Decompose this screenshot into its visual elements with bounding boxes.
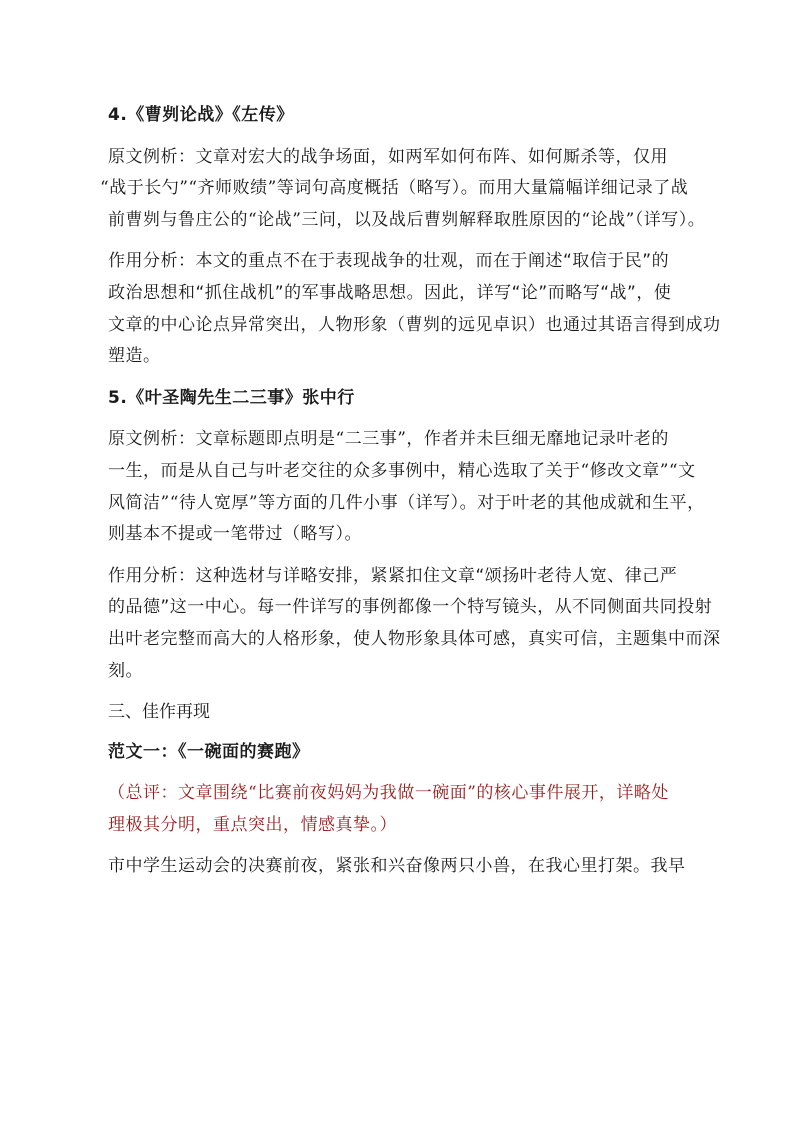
s5-p1-line-1: 原文例析：文章标题即点明是“二三事”，作者并未巨细无靡地记录叶老的 — [108, 429, 669, 450]
s4-p1-line-2: “战于长勺”“齐师败绩”等词句高度概括（略写）。而用大量篇幅详细记录了战 — [100, 178, 689, 199]
s4-p2-line-1: 作用分析：本文的重点不在于表现战争的壮观，而在于阐述“取信于民”的 — [108, 251, 670, 272]
s4-p1-line-3: 前曹刿与鲁庄公的“论战”三问，以及战后曹刿解释取胜原因的“论战”（详写）。 — [108, 209, 706, 230]
s5-effect-paragraph — [108, 561, 722, 687]
s5-p1-line-3: 风简洁”“待人宽厚”等方面的几件小事（详写）。对于叶老的其他成就和生平， — [108, 492, 705, 513]
essay-body-line-1: 市中学生运动会的决赛前夜，紧张和兴奋像两只小兽，在我心里打架。我早 — [108, 856, 686, 877]
s4-p2-line-2: 政治思想和“抓住战机”的军事战略思想。因此，详写“论”而略写“战”，使 — [108, 282, 672, 303]
review-paragraph — [108, 778, 722, 841]
s5-p2-line-4: 刻。 — [108, 660, 143, 681]
s5-p2-line-3: 出叶老完整而高大的人格形象，使人物形象具体可感，真实可信，主题集中而深 — [108, 628, 721, 649]
s5-p2-line-1: 作用分析：这种选材与详略安排，紧紧扣住文章“颂扬叶老待人宽、律己严 — [108, 565, 678, 586]
s4-analysis-paragraph — [100, 142, 722, 237]
s5-p1-line-4: 则基本不提或一笔带过（略写）。 — [108, 524, 362, 545]
review-line-1: （总评：文章围绕“比赛前夜妈妈为我做一碗面”的核心事件展开，详略处 — [108, 783, 669, 804]
s4-p2-line-4: 塑造。 — [108, 346, 161, 367]
s5-p2-line-2: 的品德”这一中心。每一件详写的事例都像一个特写镜头，从不同侧面共同投射 — [108, 597, 713, 618]
essay-body-paragraph — [108, 851, 722, 883]
section-4-heading: 4.《曹刿论战》《左传》 — [108, 105, 294, 125]
s4-p1-line-1: 原文例析：文章对宏大的战争场面，如两军如何布阵、如何厮杀等，仅用 — [108, 146, 668, 167]
s5-analysis-paragraph — [108, 424, 722, 550]
section-3-title: 三、佳作再现 — [108, 702, 210, 723]
review-line-2: 理极其分明，重点突出，情感真挚。） — [108, 814, 397, 835]
document-page — [100, 100, 722, 883]
s4-effect-paragraph — [108, 246, 722, 372]
section-5-heading: 5.《叶圣陶先生二三事》张中行 — [108, 387, 355, 408]
s5-p1-line-2: 一生，而是从自己与叶老交往的众多事例中，精心选取了关于“修改文章”“文 — [108, 460, 696, 481]
sample-essay-title: 范文一：《一碗面的赛跑》 — [108, 741, 310, 762]
s4-p2-line-3: 文章的中心论点异常突出，人物形象（曹刿的远见卓识）也通过其语言得到成功 — [108, 314, 721, 335]
